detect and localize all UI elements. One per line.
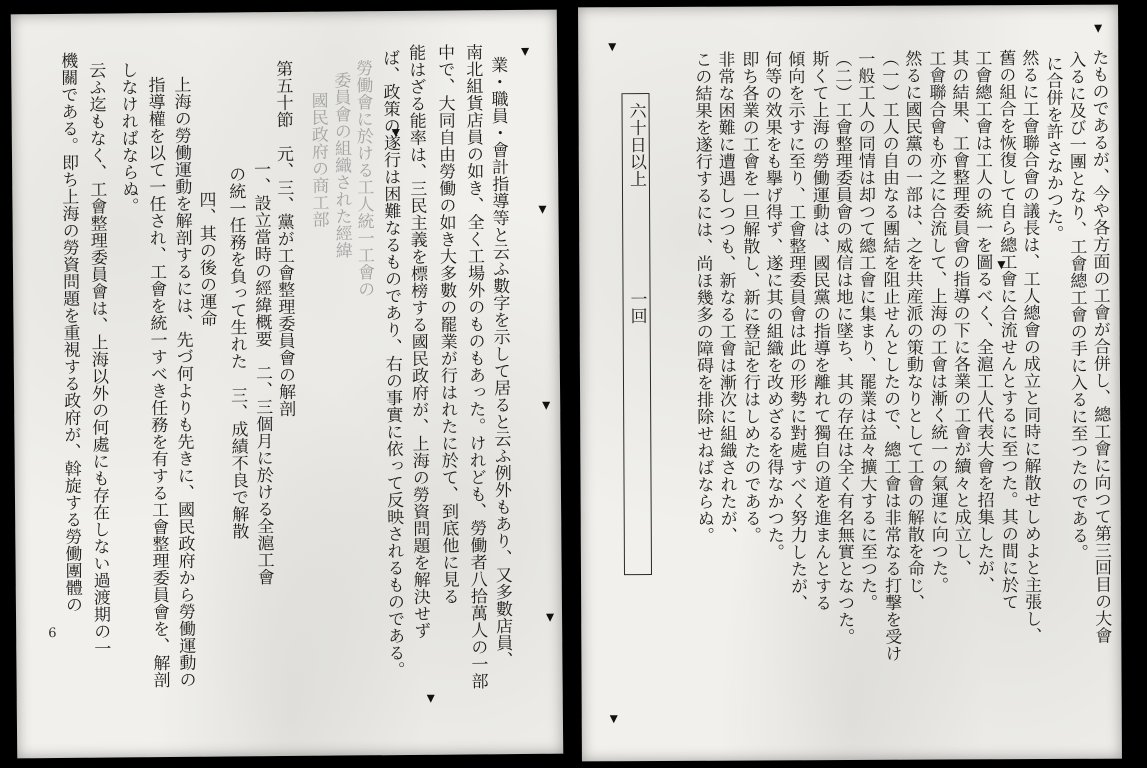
outline-item: の統一任務を負って生れた 三、成績不良で解散 (225, 165, 249, 540)
text-column: たものであるが、今や各方面の工會が合併し、總工會に向つて第三回目の大會 (1088, 48, 1112, 644)
outline-item: 四、其の後の運命 (195, 190, 217, 327)
scan-speck (546, 614, 554, 622)
text-column: に合併を許さなかつた。 (1042, 54, 1064, 242)
scan-speck (1094, 25, 1102, 33)
text-column: 舊の組合を恢復して自ら總工會に合流せんとするに至つた。其の間に於て (995, 49, 1019, 611)
text-column: 其の結果、工會整理委員會の指導の下に各業の工會が續々と成立し、 (948, 49, 972, 577)
text-column: 入るに及び一團となり、工會總工會の手に入るに至つたのである。 (1065, 50, 1088, 561)
left-page (11, 10, 563, 759)
text-column: しなければならぬ。 (117, 61, 139, 215)
faint-text-column: 委員會の組織された經緯 (330, 71, 352, 259)
text-column: 然るに工會聯合會の議長は、工人總會の成立と同時に解散せしめよと主張し、 (1018, 49, 1042, 645)
faint-text-column: 勞働會に於ける工人統一工會の (352, 59, 375, 298)
scan-speck (610, 715, 618, 723)
text-column: （二）工會整理委員會の威信は地に墜ち、其の存在は全く有名無實となつた。 (831, 49, 855, 646)
text-column: 何等の效果をも擧げ得ず、遂に其の組織を改めざるを得なかつた。 (761, 50, 784, 561)
faint-text-column: 國民政府の商工部 (307, 91, 329, 228)
text-column: 非常な困難に遭遇しつつも、新なる工會は漸次に組織されたが、 (714, 50, 737, 544)
right-page (578, 5, 1122, 762)
page-number: 6 (48, 626, 57, 642)
outline-item: 一、設立當時の經緯概要 二、三個月に於ける全滬工會 (250, 160, 274, 586)
text-column: 一般工人の同情は却つて總工會に集まり、罷業は益々擴大するに至つた。 (854, 49, 878, 611)
text-column: （一）工人の自由なる團結を阻止せんとしたので、總工會は非常なる打撃を受け (878, 49, 902, 662)
text-column: 云ふ迄もなく、工會整理委員會は、上海以外の何處にも存在しない過渡期の一 (85, 61, 111, 657)
text-column: 中で、大同自由勞働の如き大多數の罷業が行はれたに於て、到底他に見る (434, 43, 459, 605)
text-column: 指導權を以て一任され、工會を統一すべき任務を有する工會整理委員會を、解剖 (144, 76, 170, 689)
margin-note-box (621, 93, 652, 575)
scan-speck (427, 695, 435, 703)
text-column: 業・職員・會計指導等と云ふ數字を示して居ると云ふ例外もあり、又多數店員、 (487, 56, 513, 669)
section-heading: 第五十節 元、三、黨が工會整理委員會の解剖 (272, 59, 296, 418)
text-column: ば、政策の遂行は困難なるものであり、右の事實に依って反映されるものである。 (379, 49, 405, 679)
scan-speck (997, 261, 1005, 269)
text-column: 工會總工會は工人の統一を圖るべく、全滬工人代表大會を招集したが、 (971, 49, 995, 594)
text-column: 南北組貨店員の如き、全く工場外のものもあった。けれども、勞働者八拾萬人の一部 (462, 43, 488, 690)
text-column: 工會聯合會も亦之に合流して、上海の工會は漸く統一の氣運に向つた。 (925, 49, 949, 594)
text-column: 傾向を示すに至り、工會整理委員會は此の形勢に對處すべく努力したが、 (784, 50, 808, 612)
margin-note-bottom: 一回 (626, 290, 647, 325)
text-column: 斯くて上海の勞働運動は、國民黨の指導を離れて獨自の道を進まんとする (808, 50, 832, 612)
text-column: 然るに國民黨の一部は、之を共産派の策動なりとして工會の解散を命じ、 (901, 49, 925, 611)
scan-speck (608, 43, 616, 51)
text-column: この結果を遂行するには、尚ほ幾多の障碍を排除せねばならぬ。 (691, 50, 714, 544)
scan-speck (542, 402, 550, 410)
scan-speck (392, 129, 400, 137)
scan-speck (538, 206, 546, 214)
text-column: 上海の勞働運動を解剖するには、先づ何よりも先きに、國民政府から勞働運動の (170, 75, 196, 688)
margin-note-top: 六十日以上 (625, 102, 646, 188)
text-column: 能はざる能率は、三民主義を標榜する國民政府が、上海の勞資問題を解決せず (405, 43, 431, 639)
scan-speck (521, 48, 529, 56)
text-column: 機關である。即ち上海の勞資問題を重視する政府が、斡旋する勞働團體の (57, 51, 82, 613)
text-column: 即ち各業の工會を一旦解散し、新に登記を行はしめたのである。 (738, 50, 761, 544)
